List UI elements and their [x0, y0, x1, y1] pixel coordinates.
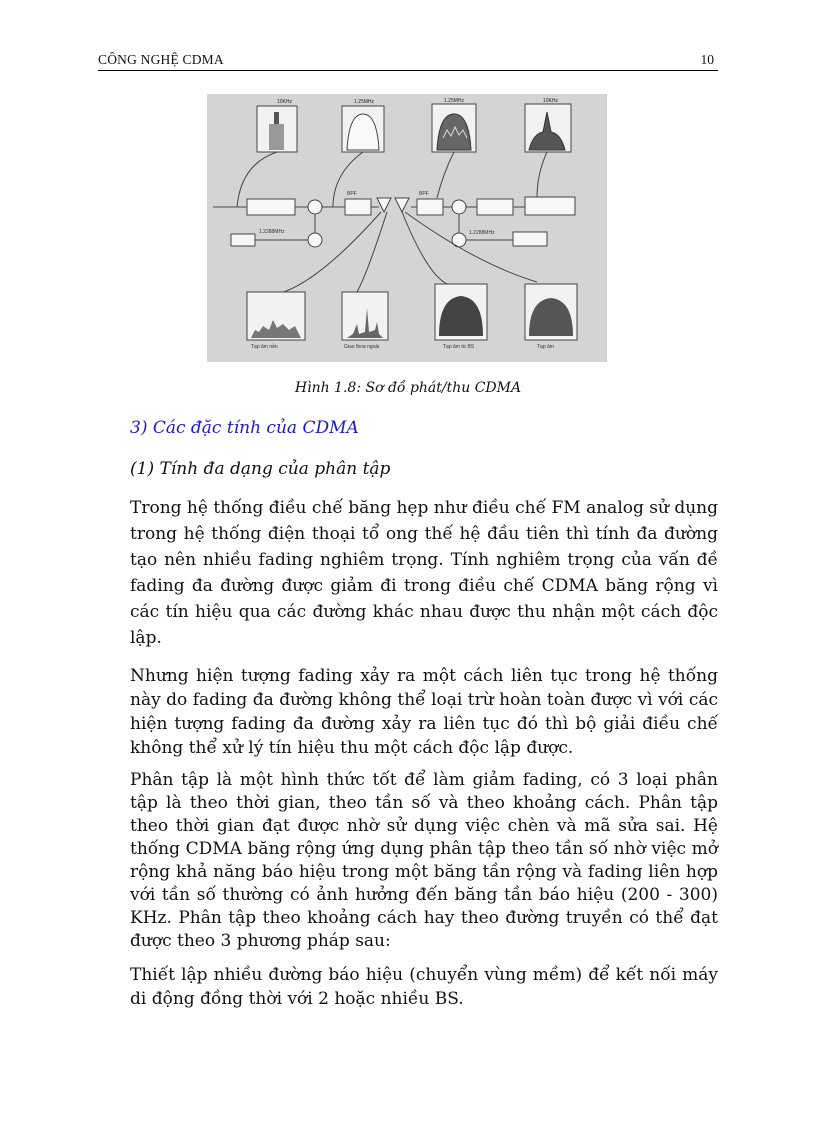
label-top-2: 1.25MHz — [354, 99, 375, 105]
block-rx-1 — [477, 199, 513, 215]
subsection-title: (1) Tính đa dạng của phân tập — [130, 459, 391, 479]
label-bot-4: Tạp âm — [537, 344, 554, 350]
paragraph-2: Nhưng hiện tượng fading xảy ra một cách liên tục trong hệ thống này do fading đa đường không thể loại trừ hoàn toàn được vì với các hiện tượng fading đa đường xảy ra liên tục đó thì bộ giải điều chế không thể xử lý tín hiệu thu một cách độc lập được. — [130, 666, 718, 758]
label-top-4: 10KHz — [543, 98, 559, 104]
paragraph-1: Trong hệ thống điều chế băng hẹp như điều chế FM analog sử dụng trong hệ thống điện thoại tổ ong thế hệ đầu tiên thì tính đa đường tạo nên nhiều fading nghiêm trọng. Tính nghiêm trọng của vấn đề fading đa đường được giảm đi trong điều chế CDMA băng rộng vì các tín hiệu qua các đường khác nhau được thu nhận một cách độc lập. — [130, 498, 719, 648]
label-bot-1: Tạp âm nền — [251, 344, 278, 350]
label-bot-3: Tạp âm từ BS — [443, 344, 475, 350]
page-header — [98, 50, 718, 71]
antenna-2 — [395, 198, 409, 212]
label-bot-2: Giao thoa ngoài — [344, 344, 380, 350]
label-top-1: 10KHz — [277, 99, 293, 105]
bpf-2-block — [417, 199, 443, 215]
mixer-2 — [452, 200, 466, 214]
paragraph-3: Phân tập là một hình thức tốt để làm giảm fading, có 3 loại phân tập là theo thời gian, theo tần số và theo khoảng cách. Phân tập theo thời gian đạt được nhờ sử dụng việc chèn và mã sửa sai. Hệ thống CDMA băng rộng ứng dụng phân tập theo tần số nhờ việc mở rộng khả năng báo hiệu trong một băng tần rộng và fading liên hợp với tần số thường có ảnh hưởng đến băng tần báo hiệu (200 - 300) KHz. Phân tập theo khoảng cách hay theo đường truyền có thể đạt được theo 3 phương pháp sau: — [130, 770, 718, 951]
mixer-3 — [308, 233, 322, 247]
header-title: CÔNG NGHỆ CDMA — [98, 52, 224, 67]
bpf-1-block — [345, 199, 371, 215]
cdma-diagram-figure — [207, 94, 607, 362]
figure-caption: Hình 1.8: Sơ đồ phát/thu CDMA — [294, 380, 522, 396]
block-pn-2 — [513, 232, 547, 246]
mixer-1 — [308, 200, 322, 214]
label-bpf-2: BPF — [419, 191, 429, 197]
antenna-1 — [377, 198, 391, 212]
label-bpf-1: BPF — [347, 191, 357, 197]
section-title: 3) Các đặc tính của CDMA — [130, 418, 359, 438]
block-tx-1 — [247, 199, 295, 215]
label-top-3: 1.25MHz — [444, 98, 465, 104]
block-rx-2 — [525, 197, 575, 215]
page-number: 10 — [700, 52, 714, 67]
block-pn-1 — [231, 234, 255, 246]
paragraph-4: Thiết lập nhiều đường báo hiệu (chuyển vùng mềm) để kết nối máy di động đồng thời với 2 hoặc nhiều BS. — [130, 965, 718, 1009]
label-freq-2: 1.2288MHz — [469, 230, 495, 236]
label-freq-1: 1.2288MHz — [259, 229, 285, 235]
